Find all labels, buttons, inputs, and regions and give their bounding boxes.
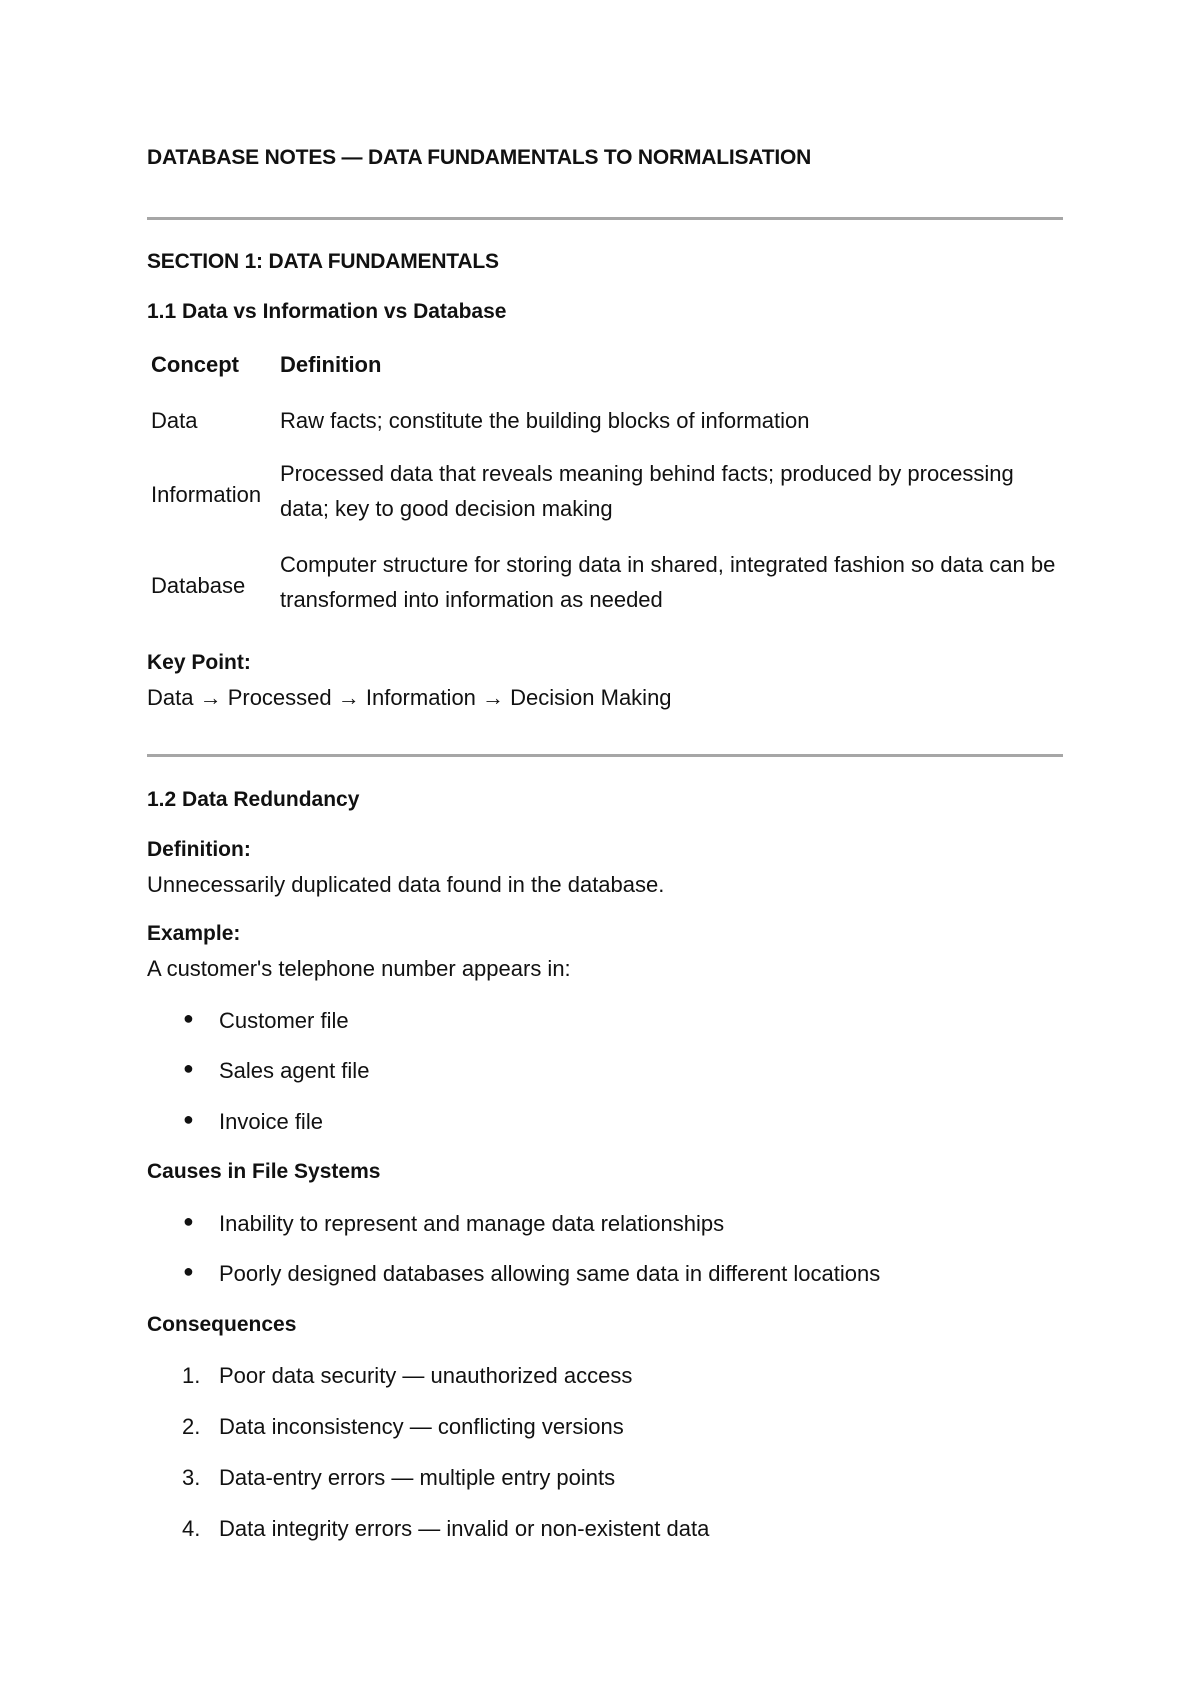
horizontal-divider: [147, 754, 1063, 757]
subsection-title: 1.1 Data vs Information vs Database: [147, 300, 507, 323]
causes-label: Causes in File Systems: [147, 1160, 381, 1183]
table-cell-concept: Information: [151, 482, 262, 507]
bullet-icon: ●: [183, 1109, 194, 1129]
list-number: 4.: [182, 1516, 201, 1541]
key-point-label: Key Point:: [147, 651, 251, 674]
example-label: Example:: [147, 922, 241, 945]
list-number: 3.: [182, 1465, 201, 1490]
list-item-text: Inability to represent and manage data relationships: [219, 1211, 725, 1236]
bullet-icon: ●: [183, 1211, 194, 1231]
table-cell-concept: Data: [151, 408, 198, 433]
bullet-icon: ●: [183, 1058, 194, 1078]
key-point-text: Data → Processed → Information → Decision Making: [147, 685, 672, 710]
horizontal-divider: [147, 217, 1063, 220]
definition-text: Unnecessarily duplicated data found in the database.: [147, 872, 665, 897]
list-item-text: Data integrity errors — invalid or non-existent data: [219, 1516, 710, 1541]
table-cell-definition: Raw facts; constitute the building blocks of information: [280, 408, 810, 433]
definition-label: Definition:: [147, 838, 251, 861]
list-item-text: Data-entry errors — multiple entry points: [219, 1465, 616, 1490]
example-text: A customer's telephone number appears in:: [147, 956, 571, 981]
column-header-definition: Definition: [280, 352, 382, 377]
section-title: SECTION 1: DATA FUNDAMENTALS: [147, 250, 499, 273]
table-cell-definition: Processed data that reveals meaning behind facts; produced by processing data; key to good decision making: [280, 461, 1014, 521]
list-item-text: Customer file: [219, 1008, 349, 1033]
consequences-label: Consequences: [147, 1313, 297, 1336]
list-item-text: Invoice file: [219, 1109, 323, 1134]
document-title: DATABASE NOTES — DATA FUNDAMENTALS TO NORMALISATION: [147, 146, 812, 169]
list-item-text: Data inconsistency — conflicting versions: [219, 1414, 624, 1439]
list-item-text: Sales agent file: [219, 1058, 370, 1083]
bullet-icon: ●: [183, 1008, 194, 1028]
column-header-concept: Concept: [151, 352, 239, 377]
list-item-text: Poor data security — unauthorized access: [219, 1363, 633, 1388]
list-number: 1.: [182, 1363, 201, 1388]
bullet-icon: ●: [183, 1261, 194, 1281]
table-cell-concept: Database: [151, 573, 246, 598]
subsection-title: 1.2 Data Redundancy: [147, 788, 360, 811]
table-cell-definition: Computer structure for storing data in shared, integrated fashion so data can be transformed into information as needed: [280, 552, 1056, 612]
list-number: 2.: [182, 1414, 201, 1439]
list-item-text: Poorly designed databases allowing same data in different locations: [219, 1261, 881, 1286]
